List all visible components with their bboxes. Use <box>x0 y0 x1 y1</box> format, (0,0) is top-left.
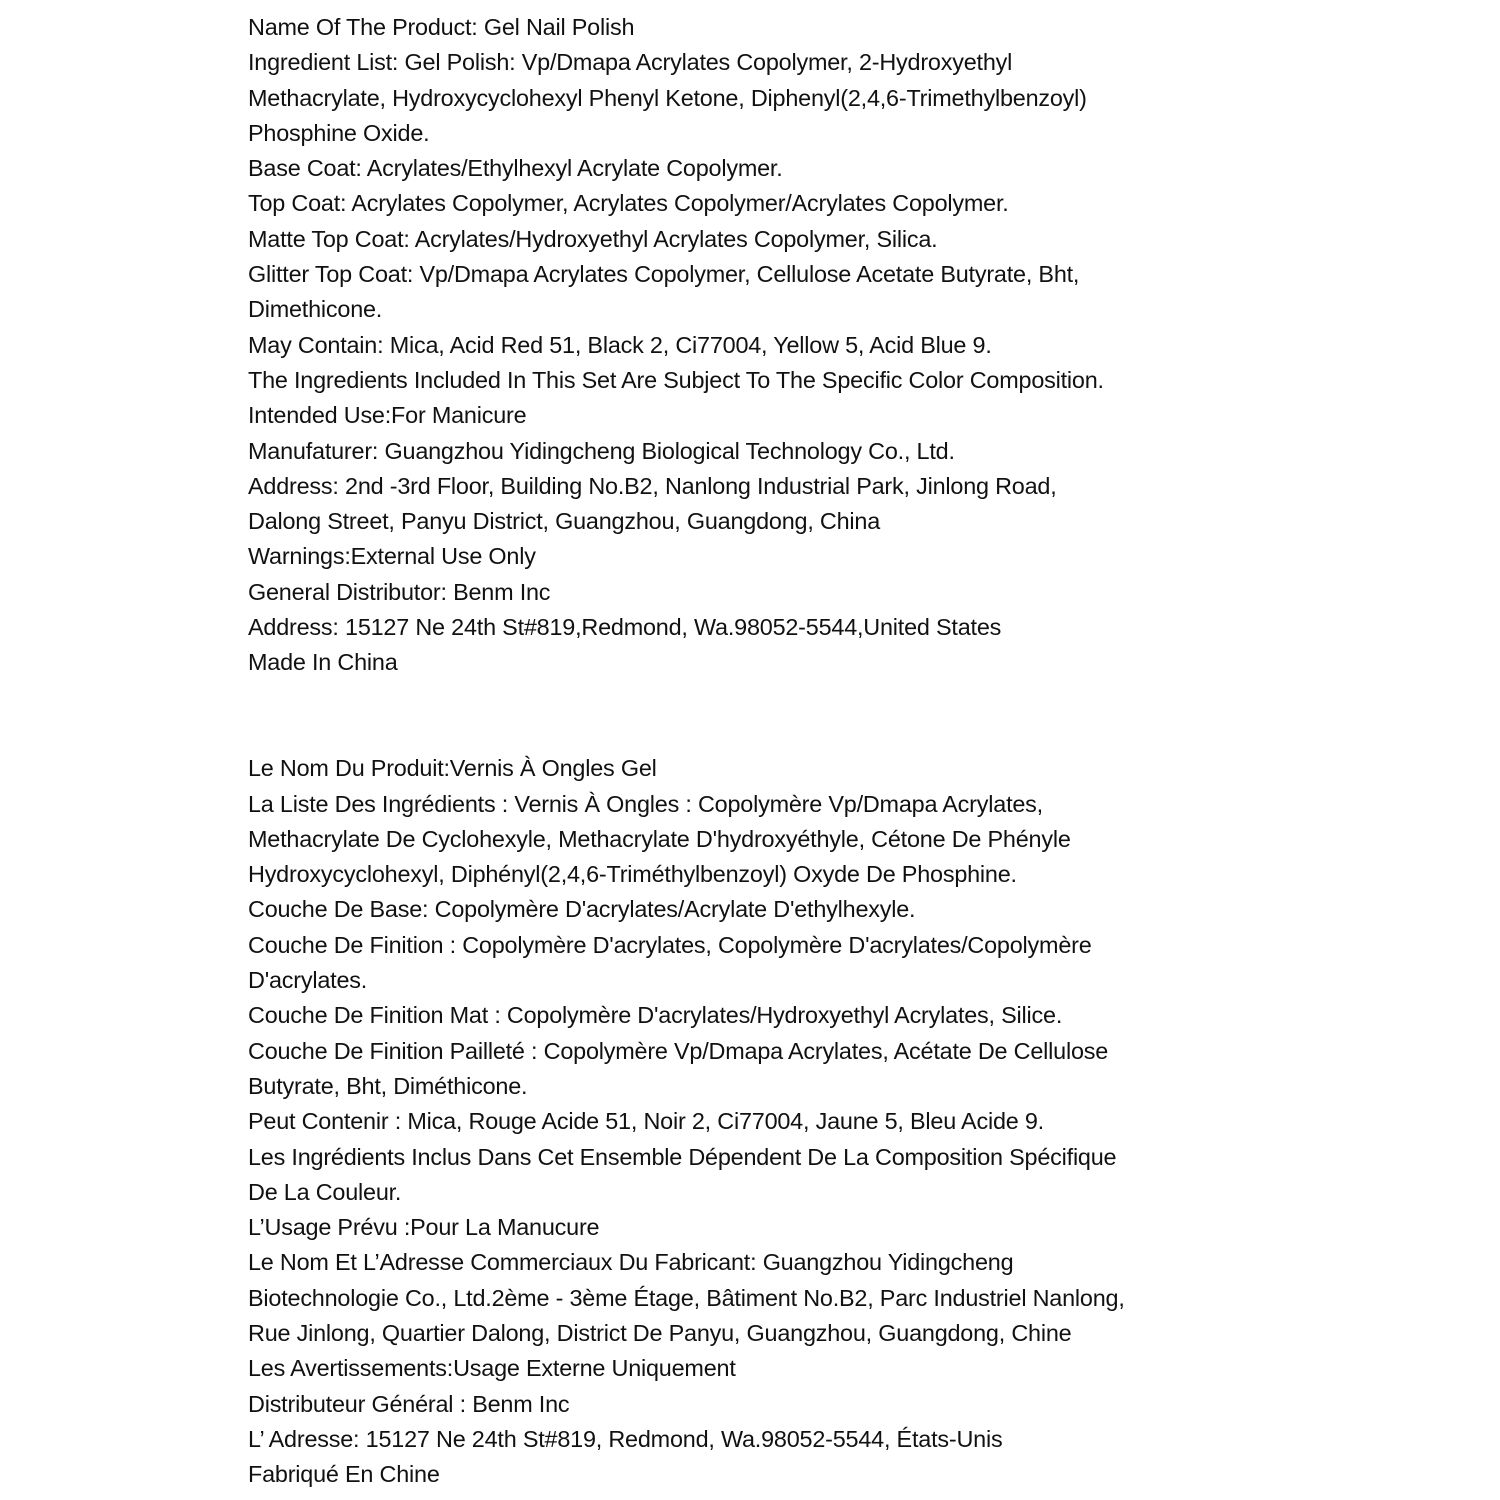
base-coat-line: Base Coat: Acrylates/Ethylhexyl Acrylate Copolymer. <box>248 155 783 182</box>
distributor-address-line: L’ Adresse: 15127 Ne 24th St#819, Redmond, Wa.98052-5544, États-Unis <box>248 1425 1003 1452</box>
intended-use-line: L’Usage Prévu :Pour La Manucure <box>248 1214 600 1241</box>
distributor-line: Distributeur Général : Benm Inc <box>248 1390 570 1417</box>
glitter-top-coat-line: Glitter Top Coat: Vp/Dmapa Acrylates Copolymer, Cellulose Acetate Butyrate, Bht, <box>248 261 1080 288</box>
intended-use-line: Intended Use:For Manicure <box>248 402 527 429</box>
ingredient-list-line: Methacrylate, Hydroxycyclohexyl Phenyl Ketone, Diphenyl(2,4,6-Trimethylbenzoyl) <box>248 84 1087 111</box>
ingredient-list-line: La Liste Des Ingrédients : Vernis À Ongles : Copolymère Vp/Dmapa Acrylates, <box>248 790 1043 817</box>
ingredient-list-line: Hydroxycyclohexyl, Diphényl(2,4,6-Triméthylbenzoyl) Oxyde De Phosphine. <box>248 861 1017 888</box>
ingredients-note-line: The Ingredients Included In This Set Are Subject To The Specific Color Composition. <box>248 366 1104 393</box>
manufacturer-address-line: Address: 2nd -3rd Floor, Building No.B2, Nanlong Industrial Park, Jinlong Road, <box>248 472 1057 499</box>
french-section <box>248 751 1248 1492</box>
manufacturer-line: Le Nom Et L’Adresse Commerciaux Du Fabricant: Guangzhou Yidingcheng <box>248 1249 1014 1276</box>
warnings-line: Warnings:External Use Only <box>248 543 536 570</box>
may-contain-line: Peut Contenir : Mica, Rouge Acide 51, Noir 2, Ci77004, Jaune 5, Bleu Acide 9. <box>248 1108 1044 1135</box>
product-name-line: Le Nom Du Produit:Vernis À Ongles Gel <box>248 755 657 782</box>
ingredient-list-line: Ingredient List: Gel Polish: Vp/Dmapa Acrylates Copolymer, 2-Hydroxyethyl <box>248 49 1013 76</box>
ingredient-list-line: Phosphine Oxide. <box>248 119 430 146</box>
may-contain-line: May Contain: Mica, Acid Red 51, Black 2, Ci77004, Yellow 5, Acid Blue 9. <box>248 331 992 358</box>
distributor-line: General Distributor: Benm Inc <box>248 578 551 605</box>
top-coat-line: D'acrylates. <box>248 967 368 994</box>
section-spacer <box>248 681 1248 752</box>
manufacturer-line: Manufaturer: Guangzhou Yidingcheng Biological Technology Co., Ltd. <box>248 437 955 464</box>
manufacturer-address-line: Biotechnologie Co., Ltd.2ème - 3ème Étage, Bâtiment No.B2, Parc Industriel Nanlong, <box>248 1284 1125 1311</box>
glitter-top-coat-line: Butyrate, Bht, Diméthicone. <box>248 1072 528 1099</box>
manufacturer-address-line: Rue Jinlong, Quartier Dalong, District De Panyu, Guangzhou, Guangdong, Chine <box>248 1319 1072 1346</box>
top-coat-line: Couche De Finition : Copolymère D'acrylates, Copolymère D'acrylates/Copolymère <box>248 931 1092 958</box>
top-coat-line: Top Coat: Acrylates Copolymer, Acrylates Copolymer/Acrylates Copolymer. <box>248 190 1009 217</box>
ingredient-list-line: Methacrylate De Cyclohexyle, Methacrylate D'hydroxyéthyle, Cétone De Phényle <box>248 825 1071 852</box>
ingredients-note-line: De La Couleur. <box>248 1178 402 1205</box>
matte-top-coat-line: Matte Top Coat: Acrylates/Hydroxyethyl Acrylates Copolymer, Silica. <box>248 225 938 252</box>
matte-top-coat-line: Couche De Finition Mat : Copolymère D'acrylates/Hydroxyethyl Acrylates, Silice. <box>248 1002 1063 1029</box>
warnings-line: Les Avertissements:Usage Externe Uniquement <box>248 1355 736 1382</box>
manufacturer-address-line: Dalong Street, Panyu District, Guangzhou, Guangdong, China <box>248 508 881 535</box>
base-coat-line: Couche De Base: Copolymère D'acrylates/Acrylate D'ethylhexyle. <box>248 896 916 923</box>
document-body <box>248 10 1248 1492</box>
ingredients-note-line: Les Ingrédients Inclus Dans Cet Ensemble Dépendent De La Composition Spécifique <box>248 1143 1117 1170</box>
glitter-top-coat-line: Dimethicone. <box>248 296 383 323</box>
made-in-line: Fabriqué En Chine <box>248 1461 440 1488</box>
made-in-line: Made In China <box>248 649 398 676</box>
glitter-top-coat-line: Couche De Finition Pailleté : Copolymère Vp/Dmapa Acrylates, Acétate De Cellulose <box>248 1037 1109 1064</box>
english-section <box>248 10 1248 681</box>
distributor-address-line: Address: 15127 Ne 24th St#819,Redmond, Wa.98052-5544,United States <box>248 614 1002 641</box>
product-name-line: Name Of The Product: Gel Nail Polish <box>248 14 635 40</box>
